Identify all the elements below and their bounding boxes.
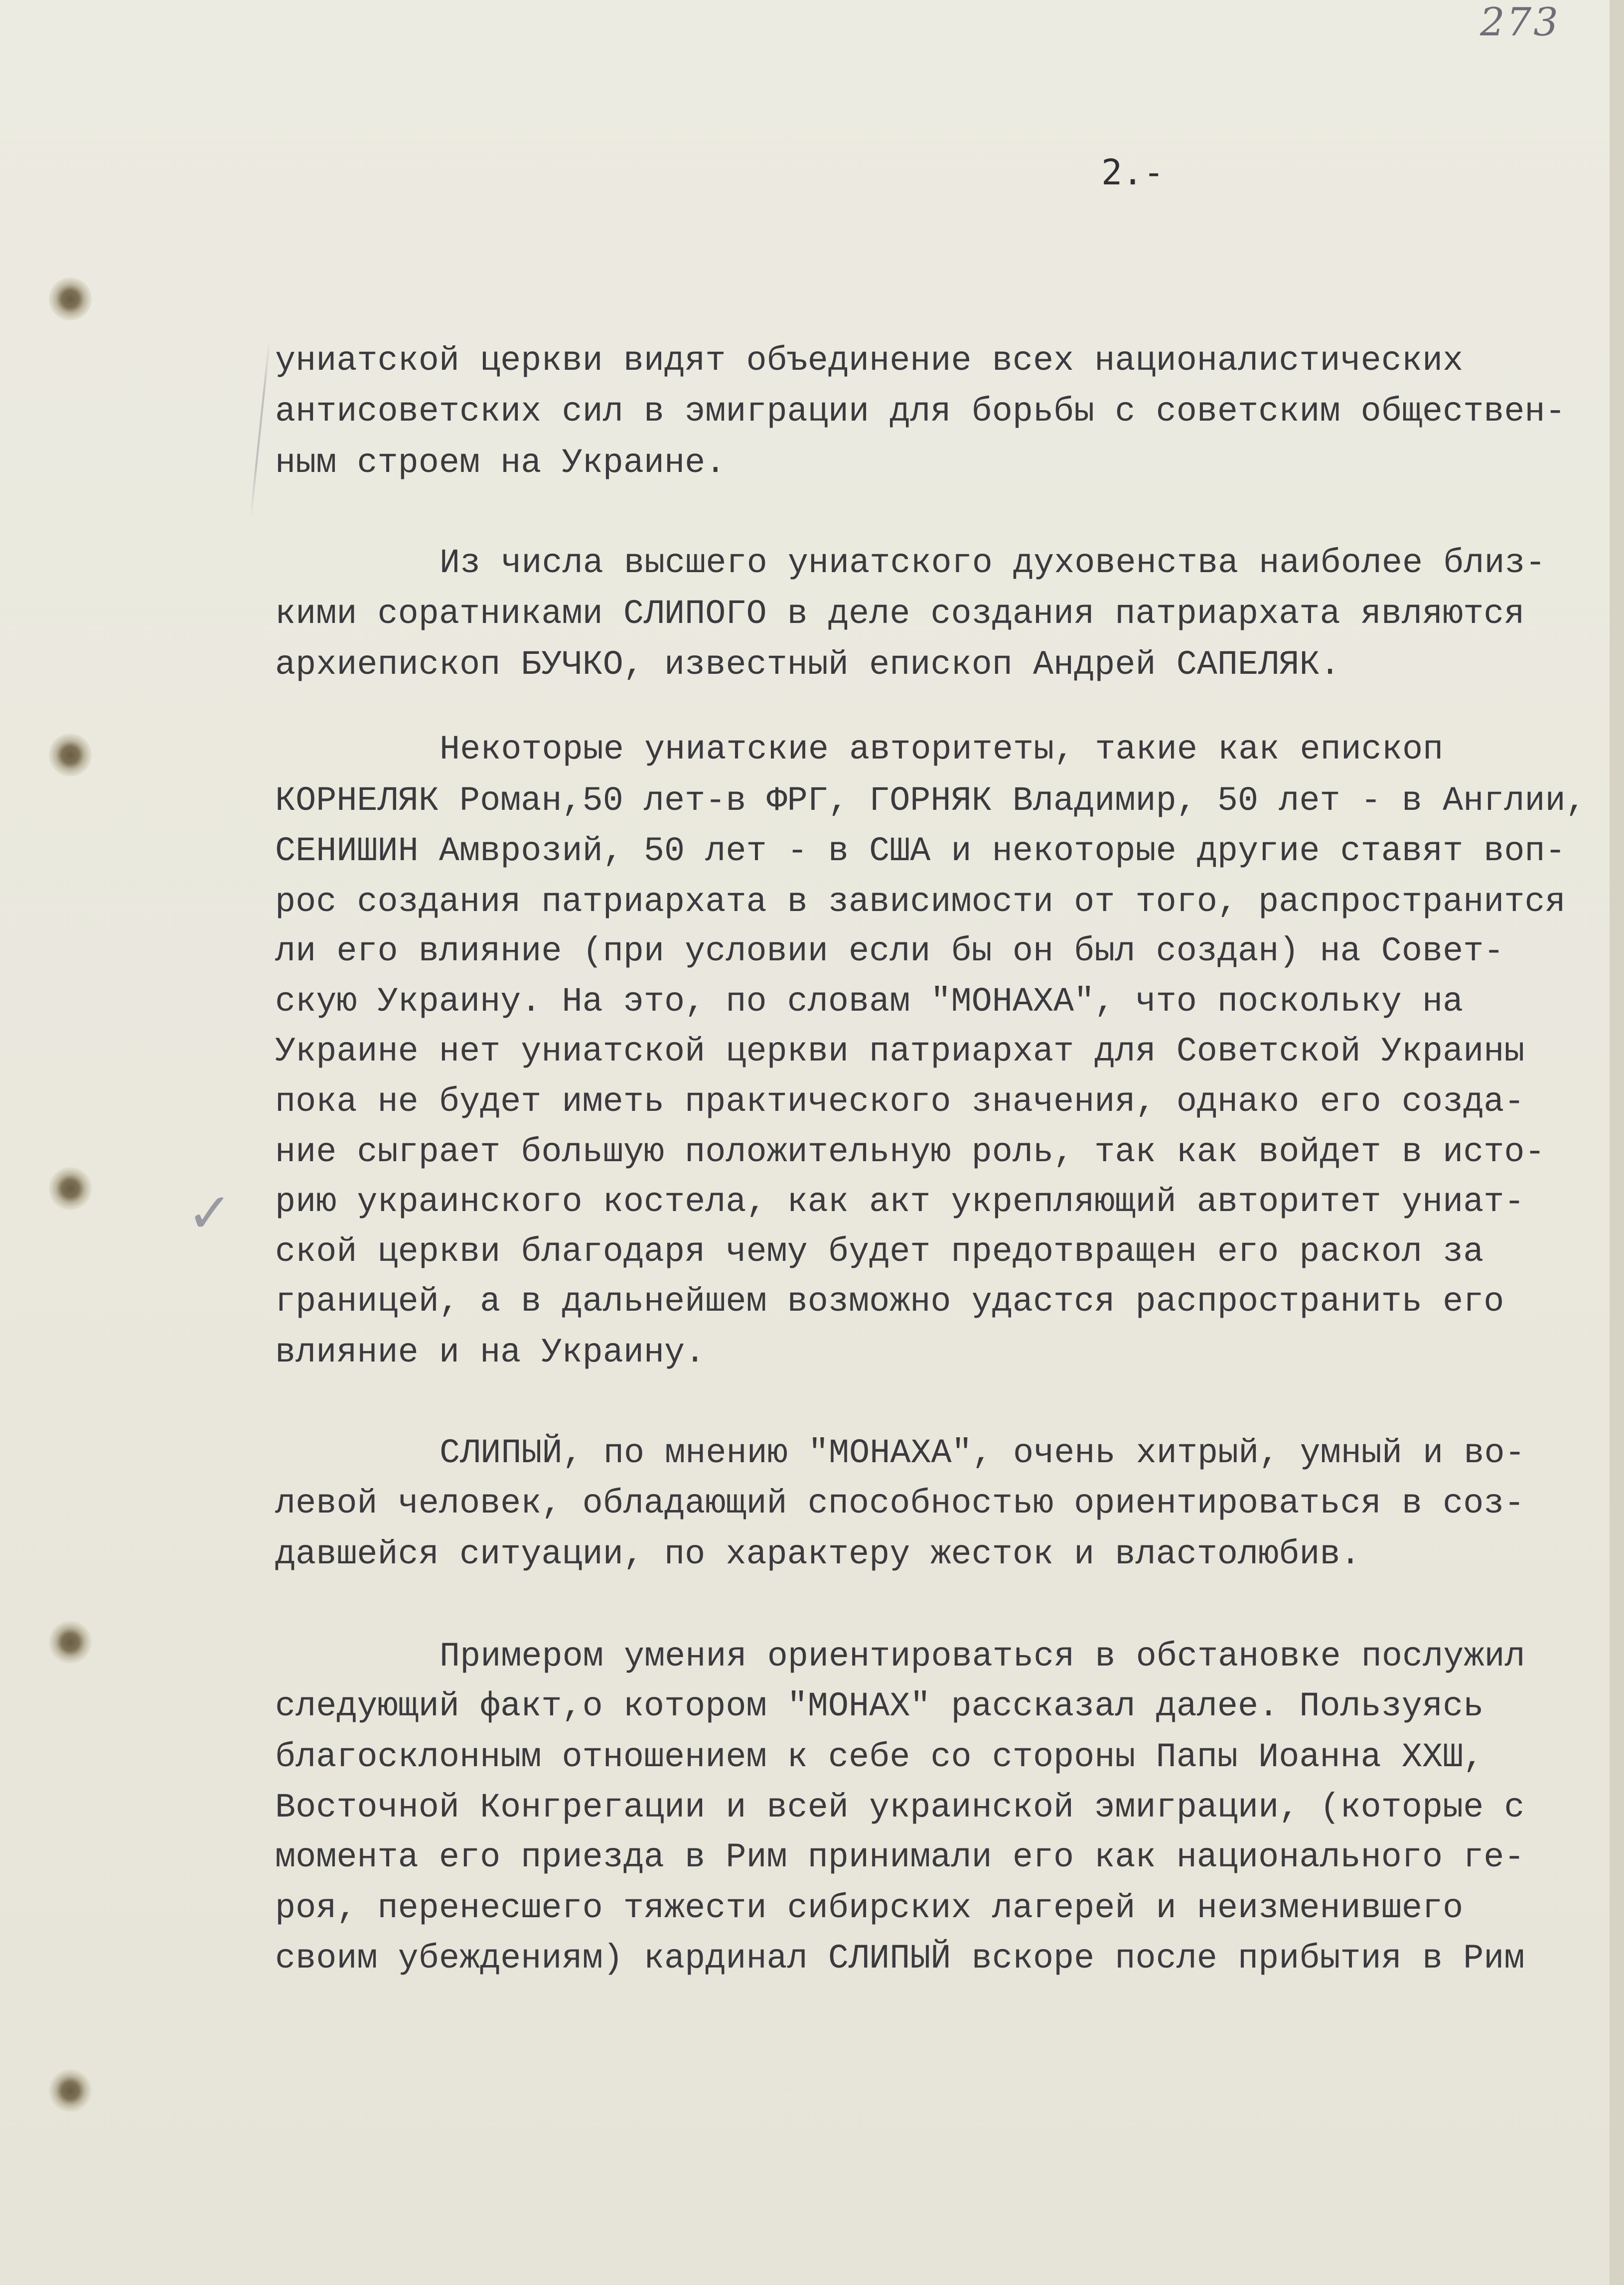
- text-line: момента его приезда в Рим принимали его как национального ге-: [275, 1838, 1525, 1877]
- handwritten-folio-number: 273: [1480, 0, 1560, 45]
- text-line: своим убеждениям) кардинал СЛИПЫЙ вскоре после прибытия в Рим: [275, 1939, 1525, 1978]
- text-line: влияние и на Украину.: [275, 1333, 706, 1372]
- text-line: Некоторые униатские авторитеты, такие как епископ: [440, 730, 1444, 769]
- text-line: Восточной Конгрегации и всей украинской эмиграции, (которые с: [275, 1788, 1525, 1827]
- text-line: Украине нет униатской церкви патриархат для Советской Украины: [275, 1032, 1525, 1071]
- punch-hole: [49, 1621, 92, 1664]
- punch-hole: [49, 734, 92, 776]
- text-line: пока не будет иметь практического значения, однако его созда-: [275, 1082, 1525, 1121]
- text-line: границей, а в дальнейшем возможно удастся распространить его: [275, 1282, 1504, 1321]
- text-line: Примером умения ориентироваться в обстановке послужил: [440, 1637, 1525, 1676]
- text-line: антисоветских сил в эмиграции для борьбы с советским обществен-: [275, 392, 1566, 431]
- text-line: ской церкви благодаря чему будет предотвращен его раскол за: [275, 1232, 1484, 1271]
- text-line: левой человек, обладающий способностью ориентироваться в соз-: [275, 1484, 1525, 1523]
- text-line: архиепископ БУЧКО, известный епископ Андрей САПЕЛЯК.: [275, 645, 1340, 684]
- page-number: 2.-: [1101, 152, 1165, 193]
- text-line: ным строем на Украине.: [275, 444, 726, 482]
- text-line: роя, перенесшего тяжести сибирских лагерей и неизменившего: [275, 1889, 1464, 1928]
- punch-hole: [49, 1167, 92, 1210]
- text-line: кими соратниками СЛИПОГО в деле создания патриархата являются: [275, 595, 1525, 633]
- text-line: давшейся ситуации, по характеру жесток и властолюбив.: [275, 1535, 1361, 1574]
- text-line: рос создания патриархата в зависимости от того, распространится: [275, 883, 1566, 921]
- text-line: КОРНЕЛЯК Роман,50 лет-в ФРГ, ГОРНЯК Владимир, 50 лет - в Англии,: [275, 781, 1586, 820]
- text-line: СЕНИШИН Амврозий, 50 лет - в США и некоторые другие ставят воп-: [275, 832, 1566, 871]
- text-line: скую Украину. На это, по словам "МОНАХА", что поскольку на: [275, 982, 1464, 1021]
- text-line: ли его влияние (при условии если бы он был создан) на Совет-: [275, 932, 1504, 971]
- text-line: СЛИПЫЙ, по мнению "МОНАХА", очень хитрый, умный и во-: [440, 1434, 1525, 1473]
- punch-hole: [49, 2069, 92, 2112]
- pencil-check-mark: ✓: [187, 1181, 233, 1245]
- text-line: униатской церкви видят объединение всех националистических: [275, 341, 1464, 380]
- text-line: рию украинского костела, как акт укрепляющий авторитет униат-: [275, 1183, 1525, 1221]
- page-edge: [1610, 0, 1624, 2285]
- text-line: следующий факт,о котором "МОНАХ" рассказал далее. Пользуясь: [275, 1687, 1484, 1726]
- punch-hole: [49, 278, 92, 320]
- text-line: ние сыграет большую положительную роль, так как войдет в исто-: [275, 1133, 1545, 1172]
- text-line: благосклонным отношением к себе со стороны Папы Иоанна ХХШ,: [275, 1738, 1484, 1777]
- text-line: Из числа высшего униатского духовенства наиболее близ-: [440, 544, 1546, 583]
